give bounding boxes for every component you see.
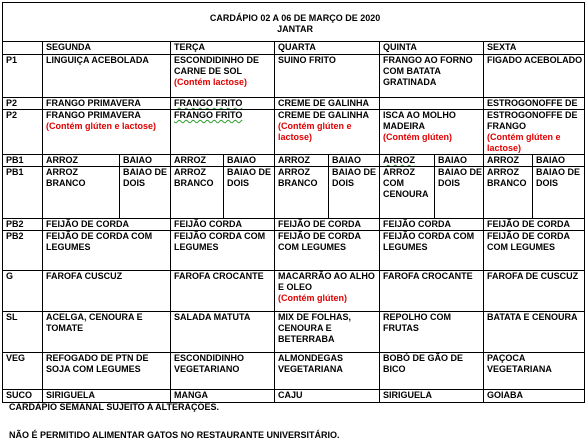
table-row — [3, 390, 585, 403]
menu-cell: REFOGADO DE PTN DE SOJA COM LEGUMES — [43, 353, 171, 390]
table-row — [3, 98, 585, 110]
menu-cell: BAIAO — [329, 155, 380, 167]
table-row — [3, 110, 585, 155]
row-label: PB1 — [3, 155, 43, 167]
menu-cell: CAJU — [275, 390, 380, 403]
row-label: P2 — [3, 110, 43, 155]
dish-text: FRANGO FRITO — [174, 110, 243, 120]
menu-cell: ARROZ — [275, 155, 329, 167]
menu-sheet — [2, 2, 584, 403]
dish-text: FRANGO AO FORNO COM BATATA GRATINADA — [383, 55, 473, 87]
table-row — [3, 271, 585, 312]
footer-note-cats: NÃO É PERMITIDO ALIMENTAR GATOS NO RESTAURANTE UNIVERSITÁRIO. — [9, 430, 340, 440]
row-label: SUCO — [3, 390, 43, 403]
allergen-note: (Contém glúten e lactose) — [278, 121, 352, 142]
menu-cell: ESCONDIDINHO VEGETARIANO — [171, 353, 275, 390]
table-row — [3, 219, 585, 231]
menu-cell: MANGA — [171, 390, 275, 403]
dish-text: FIGADO ACEBOLADO — [487, 55, 583, 65]
menu-cell: BATATA E CENOURA — [484, 312, 585, 353]
dish-text: FAROFA CUSCUZ — [46, 271, 123, 281]
day-tuesday: TERÇA — [171, 42, 275, 55]
menu-cell: BOBÓ DE GÃO DE BICO — [380, 353, 484, 390]
footer-note-changes: CARDÁPIO SEMANAL SUJEITO A ALTERAÇÕES. — [9, 402, 220, 412]
menu-cell — [275, 110, 380, 155]
allergen-note: (Contém lactose) — [174, 77, 248, 87]
row-label: PB1 — [3, 167, 43, 219]
menu-cell — [43, 110, 171, 155]
menu-cell: FEIJÃO DE CORDA — [43, 219, 171, 231]
table-row — [3, 55, 585, 98]
menu-cell: ARROZ — [484, 155, 533, 167]
menu-cell — [171, 98, 275, 110]
menu-cell: ACELGA, CENOURA E TOMATE — [43, 312, 171, 353]
row-label: P2 — [3, 98, 43, 110]
menu-cell: ARROZ — [171, 155, 224, 167]
menu-cell: FEIJÃO CORDA — [171, 219, 275, 231]
menu-cell: BAIAO DE DOIS — [435, 167, 484, 219]
menu-cell: MIX DE FOLHAS, CENOURA E BETERRABA — [275, 312, 380, 353]
menu-cell — [484, 98, 585, 110]
menu-cell — [380, 55, 484, 98]
menu-cell: SALADA MATUTA — [171, 312, 275, 353]
menu-cell: ARROZ COM CENOURA — [380, 167, 435, 219]
dish-text: FRANGO PRIMAVERA — [46, 110, 141, 120]
dish-text: LINGUIÇA ACEBOLADA — [46, 55, 149, 65]
menu-cell — [484, 55, 585, 98]
menu-cell: ARROZ BRANCO — [484, 167, 533, 219]
menu-cell — [275, 271, 380, 312]
dish-text: FRANGO FRITO — [174, 98, 243, 108]
menu-cell: BAIAO — [120, 155, 171, 167]
menu-cell — [43, 271, 171, 312]
day-friday: SEXTA — [484, 42, 585, 55]
menu-cell — [275, 55, 380, 98]
menu-cell — [380, 155, 435, 167]
menu-cell: ARROZ BRANCO — [275, 167, 329, 219]
dish-text: ESCONDIDINHO DE CARNE DE SOL — [174, 55, 260, 76]
menu-cell: FEIJÃO CORDA — [380, 219, 484, 231]
table-row — [3, 231, 585, 271]
menu-title: CARDÁPIO 02 A 06 DE MARÇO DE 2020 — [209, 13, 381, 23]
menu-subtitle: JANTAR — [277, 24, 313, 34]
row-label: P1 — [3, 55, 43, 98]
row-label: PB2 — [3, 231, 43, 271]
allergen-note: (Contém glúten) — [278, 293, 347, 303]
menu-cell: ARROZ — [43, 155, 120, 167]
menu-cell: BAIAO — [435, 155, 484, 167]
menu-cell: FEIJÃO CORDA COM LEGUMES — [171, 231, 275, 271]
row-label: PB2 — [3, 219, 43, 231]
menu-cell — [380, 271, 484, 312]
menu-cell: SIRIGUELA — [43, 390, 171, 403]
menu-cell: FEIJÃO DE CORDA — [484, 219, 585, 231]
day-monday: SEGUNDA — [43, 42, 171, 55]
menu-cell — [171, 271, 275, 312]
row-label: SL — [3, 312, 43, 353]
table-row — [3, 155, 585, 167]
menu-cell: BAIAO — [533, 155, 585, 167]
menu-cell: GOIABA — [484, 390, 585, 403]
menu-cell — [171, 110, 275, 155]
row-label: G — [3, 271, 43, 312]
menu-cell: FEIJÃO CORDA COM LEGUMES — [380, 231, 484, 271]
menu-cell: ARROZ BRANCO — [171, 167, 224, 219]
dish-text: ESTROGONOFFE DE FRANGO — [487, 110, 578, 131]
menu-cell — [380, 98, 484, 110]
menu-table — [2, 2, 585, 403]
menu-cell: FEIJÃO DE CORDA COM LEGUMES — [484, 231, 585, 271]
menu-cell: FEIJÃO DE CORDA COM LEGUMES — [43, 231, 171, 271]
title-row — [3, 3, 585, 42]
dish-text: MACARRÃO AO ALHO E OLEO — [278, 271, 375, 292]
allergen-note: (Contém glúten) — [383, 132, 452, 142]
menu-cell: BAIAO DE DOIS — [224, 167, 275, 219]
menu-cell: REPOLHO COM FRUTAS — [380, 312, 484, 353]
dish-text: CREME DE GALINHA — [278, 110, 370, 120]
table-row — [3, 312, 585, 353]
menu-cell — [43, 98, 171, 110]
menu-cell: FEIJÃO DE CORDA COM LEGUMES — [275, 231, 380, 271]
allergen-note: (Contém glúten e lactose) — [487, 132, 561, 153]
corner-cell — [3, 42, 43, 55]
dish-text: FAROFA CROCANTE — [383, 271, 473, 281]
menu-cell: ALMONDEGAS VEGETARIANA — [275, 353, 380, 390]
days-header-row — [3, 42, 585, 55]
dish-text: FAROFA CROCANTE — [174, 271, 264, 281]
title-cell — [3, 3, 585, 42]
menu-cell: FEIJÃO DE CORDA — [275, 219, 380, 231]
dish-text: FRANGO PRIMAVERA — [46, 98, 141, 108]
menu-cell: BAIAO DE DOIS — [533, 167, 585, 219]
menu-cell: SIRIGUELA — [380, 390, 484, 403]
table-row — [3, 353, 585, 390]
dish-text: ARROZ — [383, 155, 415, 165]
dish-text: FAROFA DE CUSCUZ — [487, 271, 579, 281]
dish-text: ISCA AO MOLHO MADEIRA — [383, 110, 456, 131]
menu-cell: BAIAO DE DOIS — [120, 167, 171, 219]
dish-text: SUINO FRITO — [278, 55, 336, 65]
menu-cell: PAÇOCA VEGETARIANA — [484, 353, 585, 390]
menu-cell — [484, 271, 585, 312]
row-label: VEG — [3, 353, 43, 390]
menu-cell — [484, 110, 585, 155]
day-thursday: QUINTA — [380, 42, 484, 55]
dish-text: ESTROGONOFFE DE — [487, 98, 578, 108]
table-row — [3, 167, 585, 219]
menu-cell: BAIAO — [224, 155, 275, 167]
menu-cell — [380, 110, 484, 155]
menu-cell: ARROZ BRANCO — [43, 167, 120, 219]
menu-cell — [43, 55, 171, 98]
menu-cell — [171, 55, 275, 98]
day-wednesday: QUARTA — [275, 42, 380, 55]
menu-cell — [275, 98, 380, 110]
menu-cell: BAIAO DE DOIS — [329, 167, 380, 219]
allergen-note: (Contém glúten e lactose) — [46, 121, 157, 131]
dish-text: CREME DE GALINHA — [278, 98, 370, 108]
